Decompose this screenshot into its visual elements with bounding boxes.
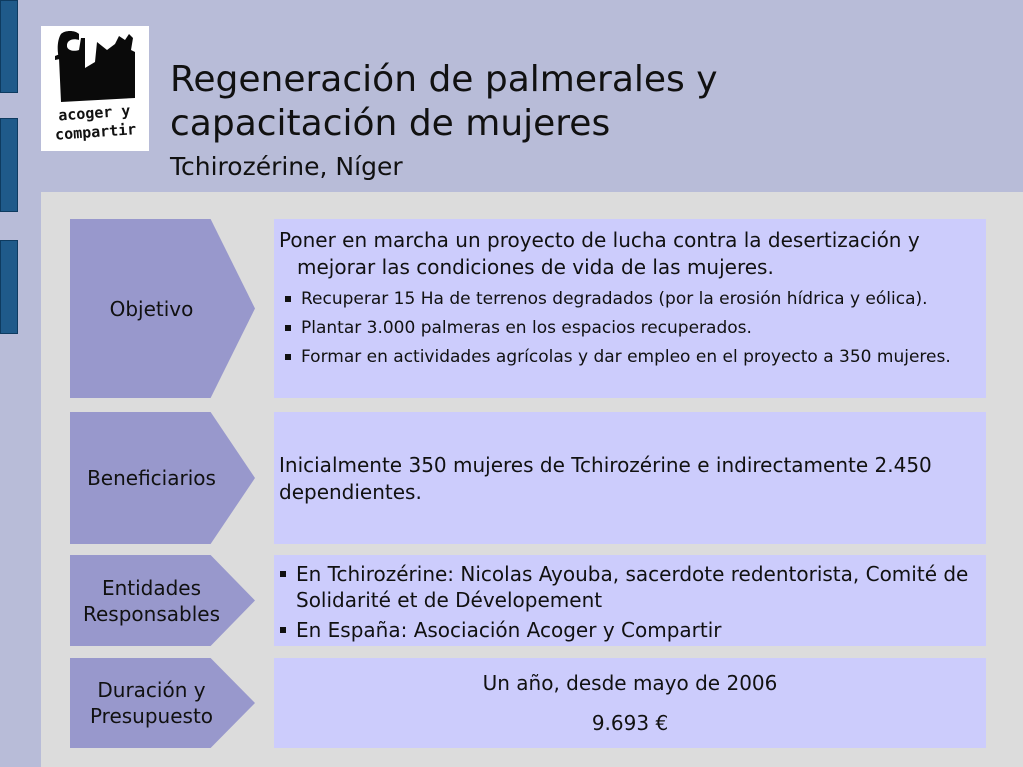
box-duracion: [274, 658, 986, 748]
side-tab-3: [0, 240, 18, 334]
page-title: [170, 58, 718, 146]
row-entidades: [41, 555, 1023, 646]
title-line1: Regeneración de palmerales y: [170, 59, 718, 100]
page-subtitle: Tchirozérine, Níger: [170, 152, 403, 181]
side-tab-2: [0, 118, 18, 212]
box-entidades: [274, 555, 986, 646]
box-objetivo: [274, 219, 986, 398]
logo-figures-icon: [55, 28, 135, 104]
objetivo-lead-text: Poner en marcha un proyecto de lucha contra la desertización y mejorar las condiciones de vida de las mujeres.: [279, 228, 920, 279]
objetivo-bullet-3: Formar en actividades agrícolas y dar empleo en el proyecto a 350 mujeres.: [279, 345, 976, 369]
side-tab-1: [0, 0, 18, 93]
label-duracion-line2: Presupuesto: [89, 704, 214, 728]
logo-text-line2: compartir: [54, 120, 137, 144]
duration-text: Un año, desde mayo de 2006: [482, 671, 778, 695]
beneficiarios-text: Inicialmente 350 mujeres de Tchirozérine e indirectamente 2.450 dependientes.: [279, 453, 932, 504]
content-panel: [41, 192, 1023, 767]
row-duracion: [41, 658, 1023, 748]
label-entidades-line2: Responsables: [83, 601, 220, 626]
objetivo-bullet-list: [279, 287, 976, 369]
logo-text-line1: acoger y: [57, 101, 131, 125]
label-objetivo: Objetivo: [109, 296, 194, 321]
entidades-bullet-1: En Tchirozérine: Nicolas Ayouba, sacerdote redentorista, Comité de Solidarité et de Dévelopement: [274, 561, 976, 613]
acoger-y-compartir-logo: [41, 26, 149, 151]
label-duracion: [70, 658, 233, 748]
entidades-bullet-2: En España: Asociación Acoger y Compartir: [274, 617, 976, 643]
box-beneficiarios: [274, 412, 986, 544]
logo-text: [40, 100, 150, 145]
row-objetivo: [41, 219, 1023, 398]
row-beneficiarios: [41, 412, 1023, 544]
label-entidades: [70, 555, 233, 646]
label-entidades-line1: Entidades: [101, 575, 202, 600]
objetivo-bullet-2: Plantar 3.000 palmeras en los espacios recuperados.: [279, 316, 976, 340]
label-duracion-line1: Duración y: [97, 678, 206, 702]
budget-text: 9.693 €: [591, 711, 669, 735]
title-line2: capacitación de mujeres: [170, 103, 611, 144]
objetivo-bullet-1: Recuperar 15 Ha de terrenos degradados (por la erosión hídrica y eólica).: [279, 287, 976, 311]
entidades-bullet-list: [274, 561, 976, 643]
label-beneficiarios: Beneficiarios: [87, 466, 216, 490]
